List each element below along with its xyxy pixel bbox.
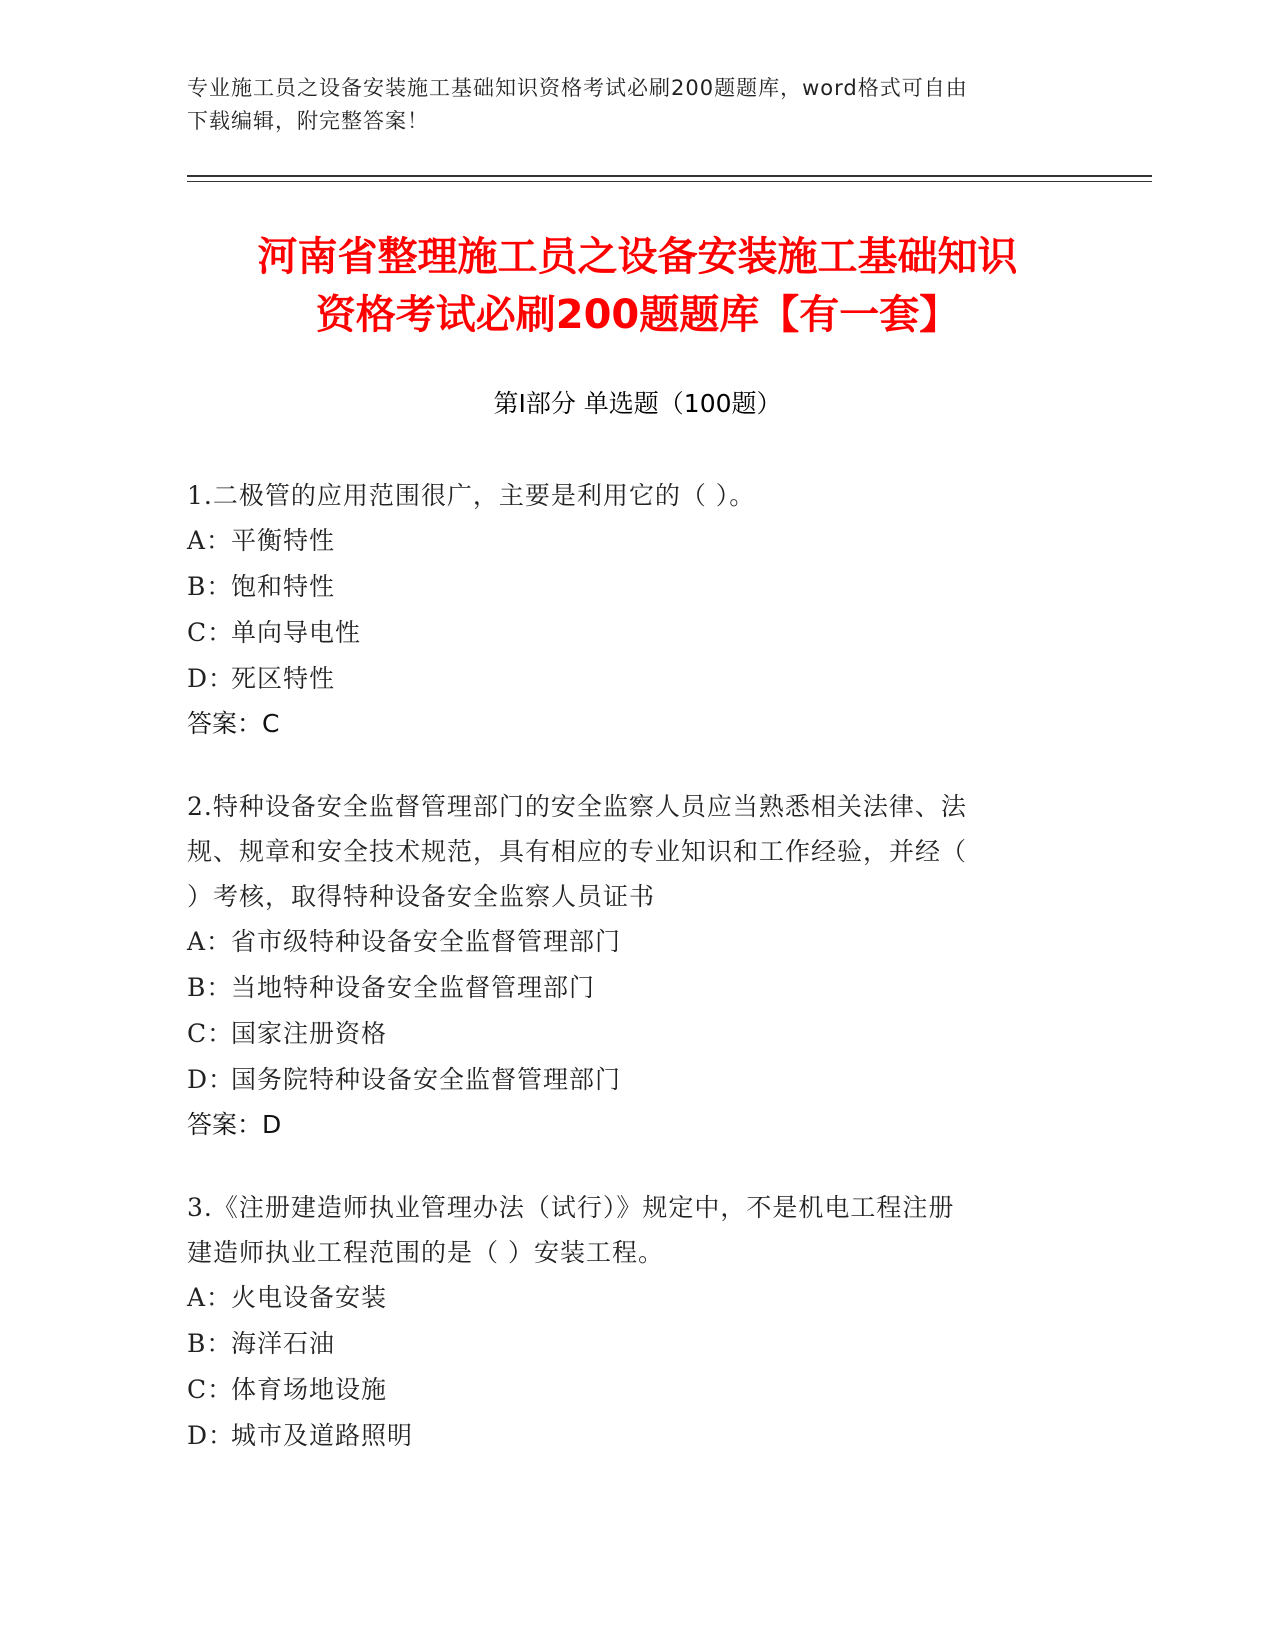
header-rule-thick (187, 175, 1152, 177)
question-stem: 建造师执业工程范围的是（ ）安装工程。 (187, 1238, 664, 1267)
option-key: B： (187, 1329, 233, 1358)
option-text: 城市及道路照明 (231, 1421, 414, 1450)
option-c (187, 1011, 1067, 1057)
option-text: 省市级特种设备安全监督管理部门 (231, 927, 622, 956)
question-stem: ）考核，取得特种设备安全监察人员证书 (187, 882, 656, 911)
option-text: 国家注册资格 (231, 1019, 388, 1048)
option-key: A： (187, 1283, 233, 1312)
option-b (187, 564, 1067, 610)
title-line: 河南省整理施工员之设备安装施工基础知识 (257, 234, 1018, 280)
question-1 (187, 473, 1067, 746)
option-text: 海洋石油 (231, 1329, 336, 1358)
question-list (187, 473, 1067, 1497)
answer-line (187, 1103, 1067, 1147)
option-key: B： (187, 973, 233, 1002)
option-a (187, 518, 1067, 564)
answer-label: 答案： (187, 1110, 263, 1139)
answer-value: C (262, 709, 280, 738)
option-c (187, 610, 1067, 656)
option-key: A： (187, 526, 233, 555)
option-text: 单向导电性 (231, 618, 362, 647)
option-key: D： (187, 1065, 235, 1094)
title-line: 资格考试必刷200题题库【有一套】 (315, 292, 960, 338)
question-stem: 2.特种设备安全监督管理部门的安全监察人员应当熟悉相关法律、法 (187, 792, 967, 821)
question-stem: 规、规章和安全技术规范，具有相应的专业知识和工作经验，并经（ (187, 837, 968, 866)
option-b (187, 1321, 1067, 1367)
document-title (160, 228, 1115, 344)
answer-label: 答案： (187, 709, 263, 738)
question-stem: 3.《注册建造师执业管理办法（试行）》规定中，不是机电工程注册 (187, 1193, 955, 1222)
option-key: C： (187, 618, 234, 647)
option-text: 死区特性 (231, 664, 336, 693)
question-2 (187, 784, 1067, 1147)
option-key: B： (187, 572, 233, 601)
option-b (187, 965, 1067, 1011)
option-key: A： (187, 927, 233, 956)
option-d (187, 656, 1067, 702)
option-key: C： (187, 1019, 234, 1048)
option-text: 饱和特性 (231, 572, 336, 601)
option-c (187, 1367, 1067, 1413)
question-3 (187, 1185, 1067, 1459)
option-d (187, 1413, 1067, 1459)
header-rule-thin (187, 181, 1152, 182)
option-text: 当地特种设备安全监督管理部门 (231, 973, 596, 1002)
question-stem: 1.二极管的应用范围很广，主要是利用它的（ ）。 (187, 481, 756, 510)
option-text: 国务院特种设备安全监督管理部门 (231, 1065, 622, 1094)
option-text: 体育场地设施 (231, 1375, 388, 1404)
option-key: C： (187, 1375, 234, 1404)
option-text: 平衡特性 (231, 526, 336, 555)
answer-value: D (262, 1110, 282, 1139)
answer-line (187, 702, 1067, 746)
option-d (187, 1057, 1067, 1103)
intro-line: 专业施工员之设备安装施工基础知识资格考试必刷200题题库，word格式可自由 (187, 76, 968, 100)
option-a (187, 1275, 1067, 1321)
section-heading: 第Ⅰ部分 单选题（100题） (493, 389, 782, 418)
intro-line: 下载编辑，附完整答案！ (187, 109, 429, 133)
intro-text (187, 72, 1057, 138)
option-a (187, 919, 1067, 965)
option-key: D： (187, 664, 235, 693)
option-text: 火电设备安装 (231, 1283, 388, 1312)
option-key: D： (187, 1421, 235, 1450)
